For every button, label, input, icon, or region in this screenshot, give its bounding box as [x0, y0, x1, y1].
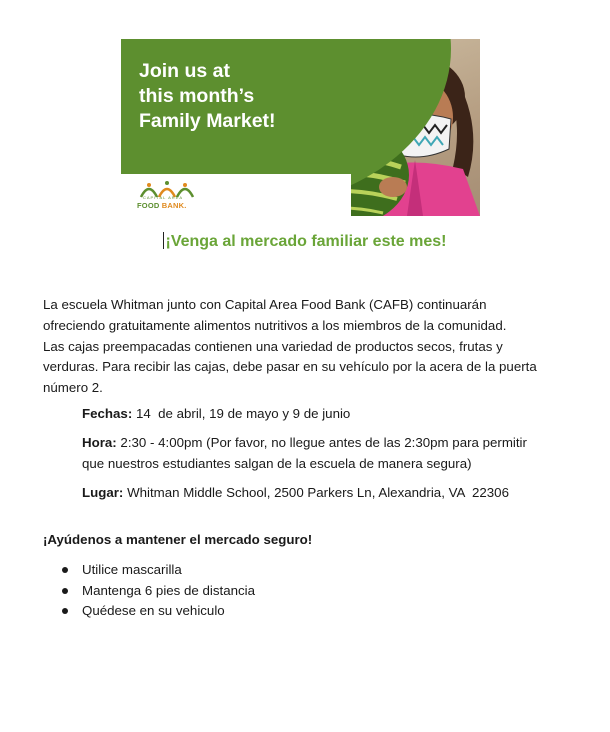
safety-heading: ¡Ayúdenos a mantener el mercado seguro! [43, 532, 313, 547]
banner-headline [139, 59, 329, 134]
banner-headline-line: Family Market! [139, 110, 276, 132]
capital-area-food-bank-logo [137, 179, 207, 211]
lugar-detail [82, 483, 582, 504]
banner-headline-line: Join us at [139, 60, 231, 82]
list-item [62, 581, 255, 602]
lugar-value: Whitman Middle School, 2500 Parkers Ln, Alexandria, VA 22306 [123, 485, 509, 500]
family-market-banner [121, 39, 480, 216]
page-title-text: ¡Venga al mercado familiar este mes! [165, 233, 447, 250]
list-item-text: Utilice mascarilla [82, 562, 182, 577]
hora-value-line1: 2:30 - 4:00pm (Por favor, no llegue antes de las 2:30pm para permitir [116, 435, 527, 450]
banner-headline-line: this month’s [139, 85, 255, 107]
list-item [62, 601, 255, 622]
safety-list [62, 560, 255, 622]
logo-small-text: CAPITAL AREA [143, 195, 184, 200]
intro-line: La escuela Whitman junto con Capital Area Food Bank (CAFB) continuarán [43, 297, 487, 312]
fechas-label: Fechas: [82, 406, 133, 421]
intro-paragraph [43, 295, 573, 399]
bullet-icon [62, 608, 68, 614]
hora-value-line2: que nuestros estudiantes salgan de la escuela de manera segura) [82, 455, 472, 471]
logo-name-part2: BANK. [161, 201, 187, 210]
hora-detail [82, 433, 582, 475]
fechas-detail [82, 404, 582, 425]
intro-line: ofreciendo gratuitamente alimentos nutritivos a los miembros de la comunidad. [43, 317, 507, 333]
intro-line: verduras. Para recibir las cajas, debe pasar en su vehículo por la acera de la puerta [43, 359, 537, 375]
intro-line: Las cajas preempacadas contienen una variedad de productos secos, frutas y [43, 338, 503, 354]
page-title [0, 232, 610, 251]
lugar-label: Lugar: [82, 485, 124, 500]
intro-line: número 2. [43, 380, 103, 396]
fechas-value: 14 de abril, 19 de mayo y 9 de junio [132, 406, 351, 421]
list-item-text: Mantenga 6 pies de distancia [82, 582, 255, 598]
hora-label: Hora: [82, 435, 117, 450]
bullet-icon [62, 567, 68, 573]
bullet-icon [62, 588, 68, 594]
list-item [62, 560, 255, 581]
logo-name-part1: FOOD [137, 201, 162, 210]
list-item-text: Quédese en su vehiculo [82, 603, 225, 618]
logo-name [137, 201, 187, 210]
